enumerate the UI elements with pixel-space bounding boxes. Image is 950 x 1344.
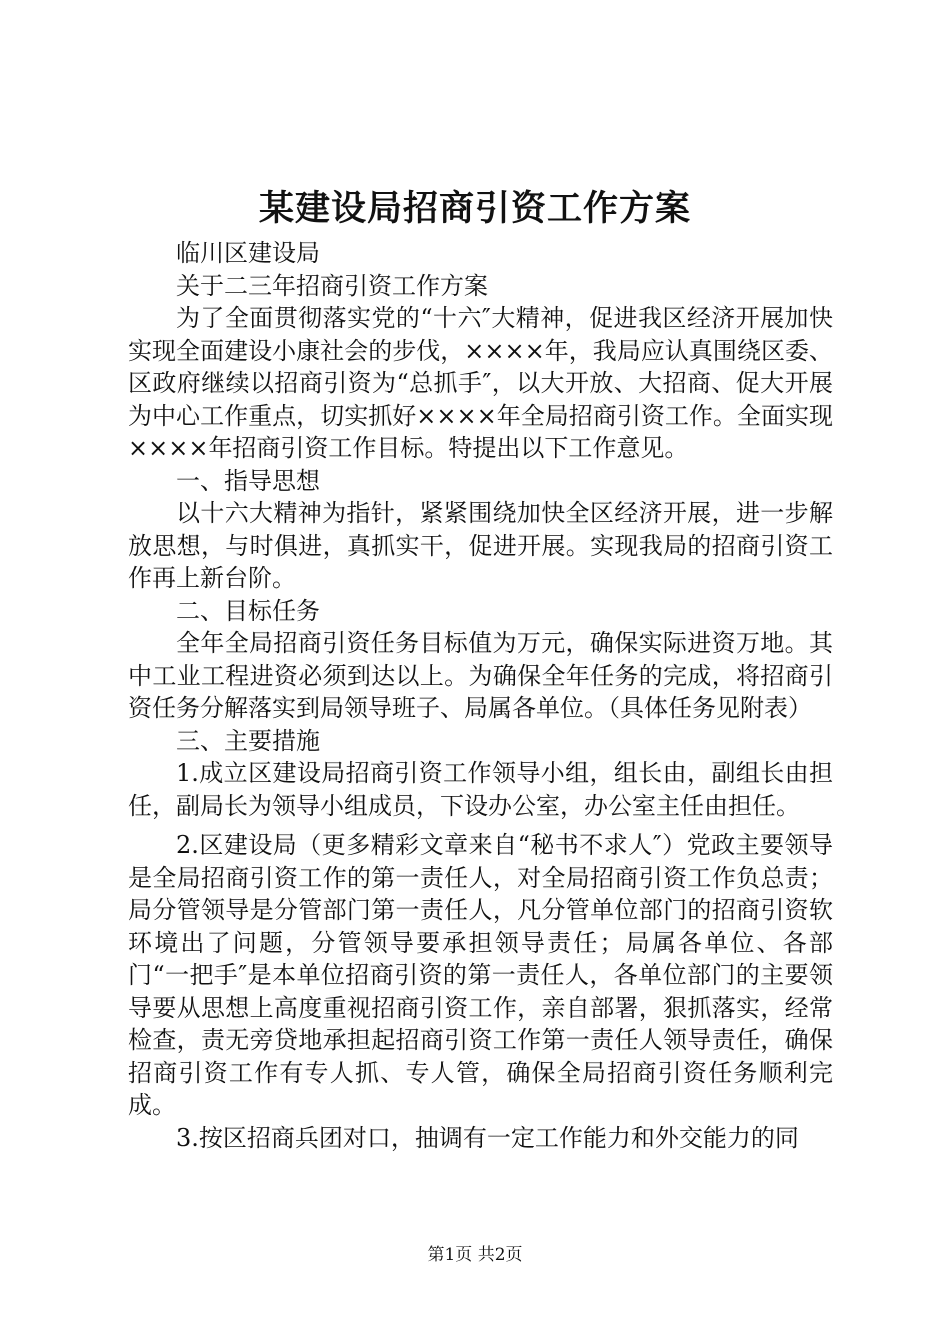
intro-paragraph: 为了全面贯彻落实党的“十六″大精神，促进我区经济开展加快实现全面建设小康社会的步伐，××××年，我局应认真围绕区委、区政府继续以招商引资为“总抓手″，以大开放、大招商、促大开展为中心工作重点，切实抓好××××年全局招商引资工作。全面实现××××年招商引资工作目标。特提出以下工作意见。 [128, 304, 833, 462]
targets-paragraph: 全年全局招商引资任务目标值为万元，确保实际进资万地。其中工业工程进资必须到达以上。为确保全年任务的完成，将招商引资任务分解落实到局领导班子、局属各单位。（具体任务见附表） [128, 629, 833, 722]
issuer-line: 临川区建设局 [176, 239, 320, 267]
measure-item-2: 2.区建设局（更多精彩文章来自“秘书不求人″）党政主要领导是全局招商引资工作的第一责任人，对全局招商引资工作负总责；局分管领导是分管部门第一责任人，凡分管单位部门的招商引资软环境出了问题，分管领导要承担领导责任；局属各单位、各部门“一把手″是本单位招商引资的第一责任人，各单位部门的主要领导要从思想上高度重视招商引资工作，亲自部署，狠抓落实，经常检查，责无旁贷地承担起招商引资工作第一责任人领导责任，确保招商引资工作有专人抓、专人管，确保全局招商引资任务顺利完成。 [128, 831, 833, 1119]
subject-line: 关于二三年招商引资工作方案 [176, 271, 488, 300]
document-title: 某建设局招商引资工作方案 [258, 188, 691, 229]
section-heading-targets: 二、目标任务 [176, 596, 320, 625]
guiding-thought-paragraph: 以十六大精神为指针，紧紧围绕加快全区经济开展，进一步解放思想，与时俱进，真抓实干，促进开展。实现我局的招商引资工作再上新台阶。 [128, 499, 833, 592]
measure-item-3: 3.按区招商兵团对口，抽调有一定工作能力和外交能力的同 [176, 1123, 799, 1152]
measure-item-1: 1.成立区建设局招商引资工作领导小组，组长由，副组长由担任，副局长为领导小组成员，下设办公室，办公室主任由担任。 [128, 759, 833, 820]
section-heading-measures: 三、主要措施 [176, 726, 320, 755]
document-body [128, 237, 833, 1154]
section-heading-guiding-thought: 一、指导思想 [176, 466, 320, 495]
page-footer: 第1页 共2页 [427, 1245, 523, 1265]
